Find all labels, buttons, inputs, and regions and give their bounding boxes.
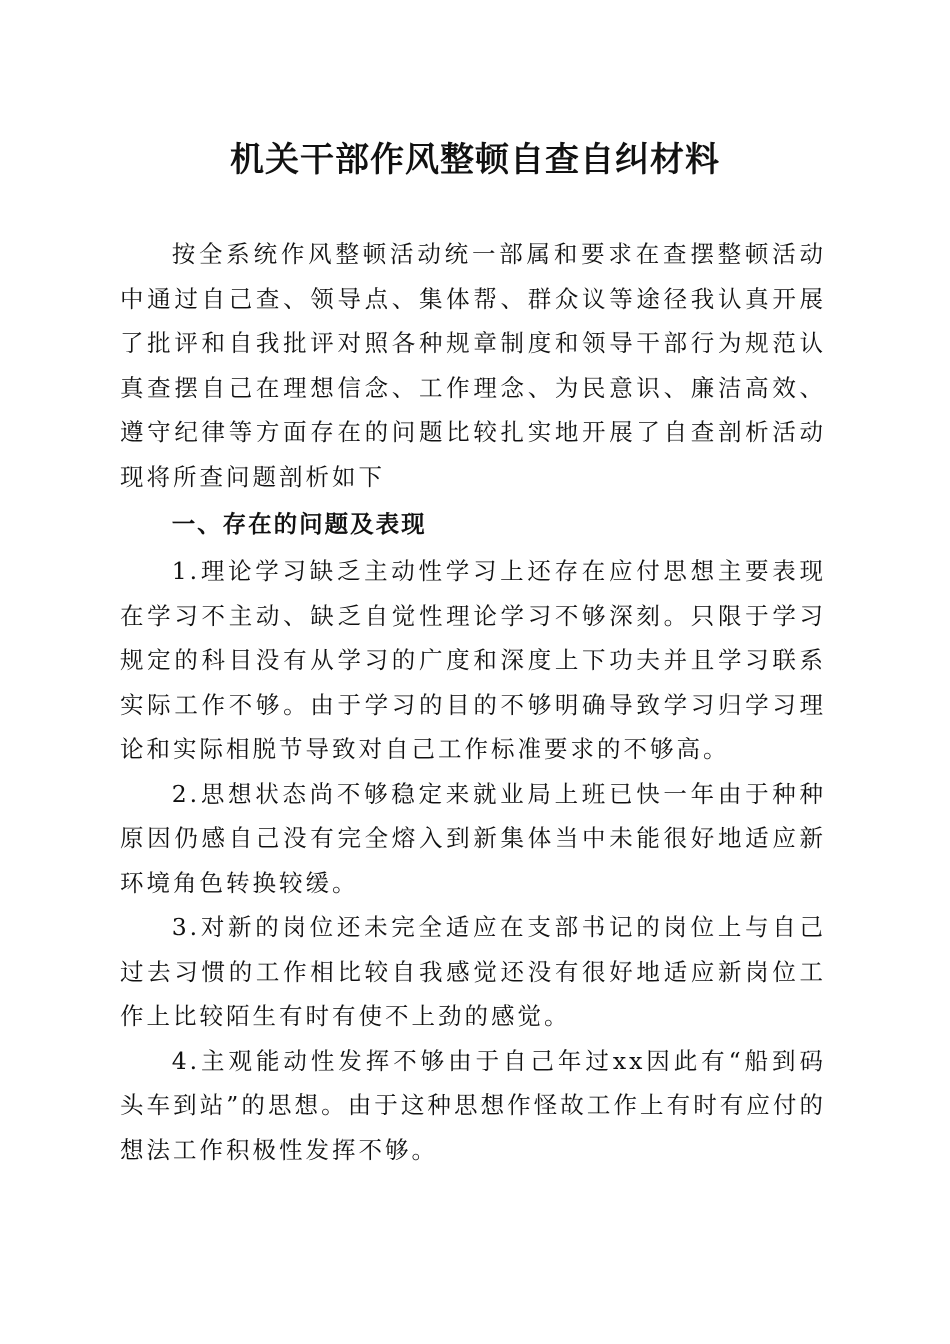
problem-item-4: 4.主观能动性发挥不够由于自己年过xx因此有“船到码头车到站”的思想。由于这种思想作怪故工作上有时有应付的想法工作积极性发挥不够。 (120, 1046, 826, 1164)
intro-paragraph: 按全系统作风整顿活动统一部属和要求在查摆整顿活动中通过自己查、领导点、集体帮、群众议等途径我认真开展了批评和自我批评对照各种规章制度和领导干部行为规范认真查摆自己在理想信念、工作理念、为民意识、廉洁高效、遵守纪律等方面存在的问题比较扎实地开展了自查剖析活动现将所查问题剖析如下 (120, 240, 826, 491)
problem-item-1: 1.理论学习缺乏主动性学习上还存在应付思想主要表现在学习不主动、缺乏自觉性理论学习不够深刻。只限于学习规定的科目没有从学习的广度和深度上下功夫并且学习联系实际工作不够。由于学习的目的不够明确导致学习归学习理论和实际相脱节导致对自己工作标准要求的不够高。 (120, 557, 826, 763)
document-title: 机关干部作风整顿自查自纠材料 (230, 140, 720, 180)
problem-item-2: 2.思想状态尚不够稳定来就业局上班已快一年由于种种原因仍感自己没有完全熔入到新集体当中未能很好地适应新环境角色转换较缓。 (120, 779, 826, 897)
section-heading: 一、存在的问题及表现 (171, 510, 427, 538)
document-body (120, 232, 826, 1172)
problem-item-3: 3.对新的岗位还未完全适应在支部书记的岗位上与自己过去习惯的工作相比较自我感觉还没有很好地适应新岗位工作上比较陌生有时有使不上劲的感觉。 (120, 913, 826, 1030)
